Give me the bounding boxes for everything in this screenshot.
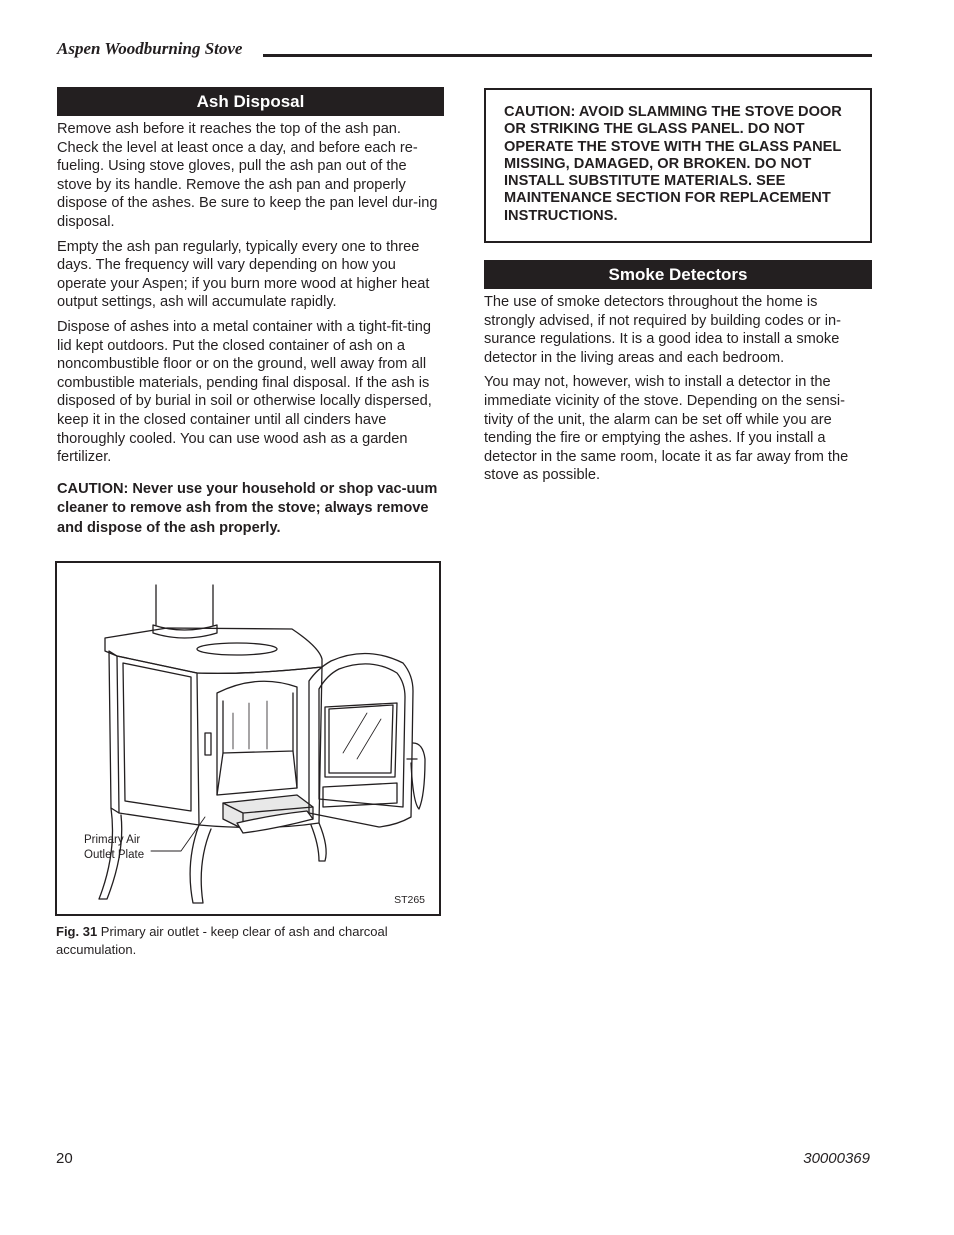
ash-paragraph-2: Empty the ash pan regularly, typically every one to three days. The frequency will vary depending on how you operate your Aspen; if you burn more wood at higher heat output settings, ash will accumulate rapidly.: [57, 238, 430, 311]
door-caution-box: CAUTION: AVOID SLAMMING THE STOVE DOOR OR STRIKING THE GLASS PANEL. DO NOT OPERATE THE STOVE WITH THE GLASS PANEL MISSING, DAMAGED, OR BROKEN. DO NOT INSTALL SUBSTITUTE MATERIALS. SEE MAINTENANCE SECTION FOR REPLACEMENT INSTRUCTIONS.: [484, 88, 872, 243]
smoke-paragraph-1: The use of smoke detectors throughout the home is strongly advised, if not required by building codes or in-surance regulations. It is a good idea to install a smoke detector in the living areas and each bedroom.: [484, 294, 841, 366]
stove-figure: [55, 561, 441, 916]
figure-caption-text: Primary air outlet - keep clear of ash and charcoal accumulation.: [56, 924, 388, 957]
header-rule: [263, 54, 872, 57]
page-number: 20: [56, 1150, 73, 1167]
right-column: [484, 88, 872, 491]
ash-paragraph-3: Dispose of ashes into a metal container with a tight-fit-ting lid kept outdoors. Put the closed container of ash on a noncombustible floor or on the ground, well away from all combustible materials, pending final disposal. If the ash is disposed of by burial in soil or otherwise locally dispersed, keep it in the closed container until all cinders have thoroughly cooled. You can use wood ash as a garden fertilizer.: [57, 318, 432, 466]
figure-caption: [56, 923, 446, 958]
figure-label: Fig. 31: [56, 924, 98, 939]
figure-code: ST265: [394, 894, 425, 906]
document-number: 30000369: [803, 1150, 870, 1167]
ash-paragraph-1: Remove ash before it reaches the top of the ash pan. Check the level at least once a day, and before each re-fueling. Using stove gloves, pull the ash pan out of the stove by its handle. Remove the ash pan and properly dispose of the ashes. Be sure to keep the pan level dur-ing disposal.: [57, 121, 438, 230]
primary-air-callout: Primary Air Outlet Plate: [84, 834, 145, 861]
smoke-detectors-heading: Smoke Detectors: [484, 260, 872, 289]
vacuum-caution: CAUTION: Never use your household or shop vac-uum cleaner to remove ash from the stove; always remove and dispose of the ash properly.: [57, 480, 438, 536]
ash-disposal-heading: Ash Disposal: [57, 87, 444, 116]
left-column: [57, 87, 444, 538]
running-header: Aspen Woodburning Stove: [57, 39, 243, 58]
smoke-paragraph-2: You may not, however, wish to install a detector in the immediate vicinity of the stove. Depending on the sensi-tivity of the unit, the alarm can be set off while you are tending the fire or emptying the ashes. If you install a detector in the same room, locate it as far away from the stove as possible.: [484, 374, 849, 484]
